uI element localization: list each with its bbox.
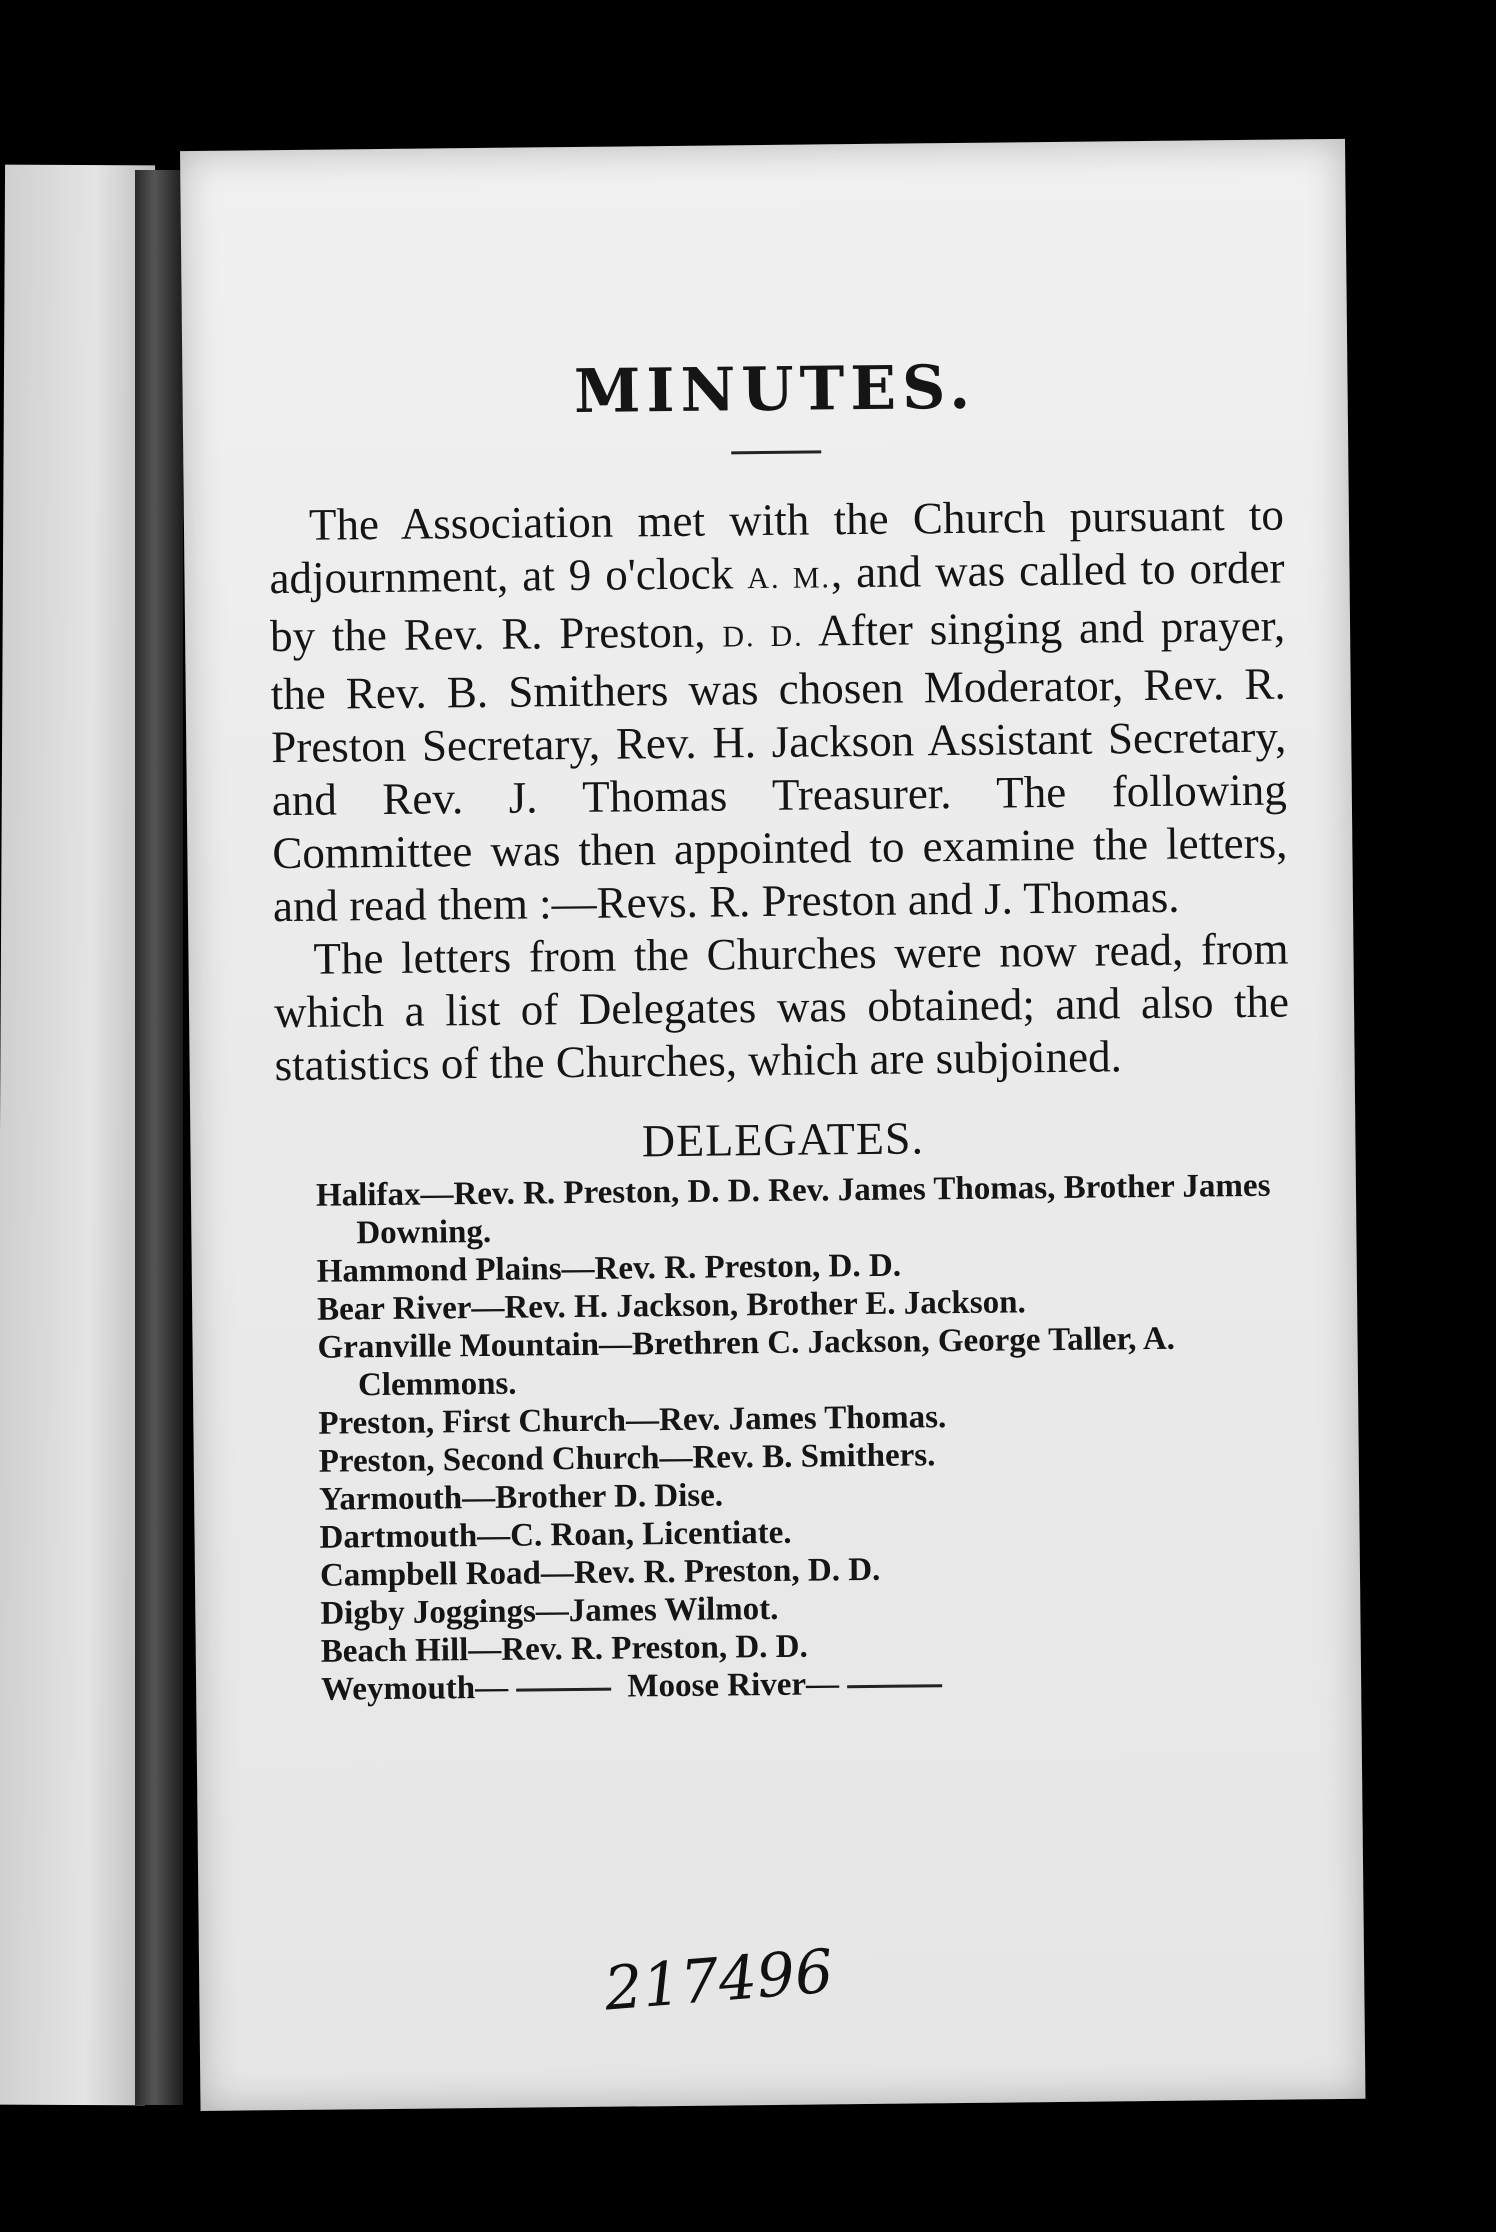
delegates-heading: DELEGATES.: [641, 1112, 925, 1167]
delegate-entry: Preston, First Church—Rev. James Thomas.: [318, 1399, 947, 1442]
moose-river-label: Moose River—: [627, 1666, 840, 1705]
delegate-entry: Beach Hill—Rev. R. Preston, D. D.: [320, 1628, 808, 1670]
paragraph-1-text-c: After singing and prayer, the Rev. B. Smithers was chosen Moderator, Rev. R. Preston Secretary, Rev. H. Jackson Assistant Secretary, and Rev. J. Thomas Treasurer. The following Committee was then appointed to examine the letters, and read them :—Revs. R. Preston and J. Thomas.: [270, 600, 1288, 932]
delegate-entry: Bear River—Rev. H. Jackson, Brother E. Jackson.: [316, 1284, 1026, 1328]
title-divider: [731, 450, 821, 454]
delegate-entry: Campbell Road—Rev. R. Preston, D. D.: [319, 1551, 881, 1594]
weymouth-label: Weymouth—: [320, 1669, 509, 1708]
delegate-entry: Halifax—Rev. R. Preston, D. D. Rev. James Thomas, Brother James Downing.: [315, 1167, 1271, 1252]
delegate-list: [276, 1167, 1297, 1710]
title-dd: D. D.: [722, 619, 804, 654]
delegate-entry: Digby Joggings—James Wilmot.: [320, 1590, 779, 1632]
document-page: [180, 139, 1365, 2111]
page-title: MINUTES.: [573, 352, 977, 427]
blank-line: [847, 1684, 942, 1688]
paragraph-1-text-b: , and was called to order by the Rev. R. Preston,: [269, 542, 1285, 662]
handwritten-number: 217496: [601, 1936, 836, 2025]
time-am: A. M.: [747, 561, 832, 596]
minutes-paragraph-1: [269, 489, 1288, 934]
delegate-entry: Granville Mountain—Brethren C. Jackson, George Taller, A. Clemmons.: [317, 1320, 1176, 1404]
paragraph-1-text-a: The Association met with the Church pursuant to adjournment, at 9 o'clock: [269, 489, 1285, 604]
page-content: [267, 350, 1296, 1710]
delegate-entry: Yarmouth—Brother D. Dise.: [318, 1477, 724, 1518]
delegate-entry: Hammond Plains—Rev. R. Preston, D. D.: [316, 1247, 902, 1290]
delegate-entry: Dartmouth—C. Roan, Licentiate.: [319, 1514, 792, 1556]
facing-page-edge: [0, 165, 155, 2106]
delegate-entry: Preston, Second Church—Rev. B. Smithers.: [318, 1437, 936, 1480]
blank-line: [516, 1688, 611, 1692]
minutes-paragraph-2: The letters from the Churches were now read, from which a list of Delegates was obtained; and also the statistics of the Churches, which are subjoined.: [273, 923, 1290, 1091]
book-spine: [135, 170, 183, 2105]
